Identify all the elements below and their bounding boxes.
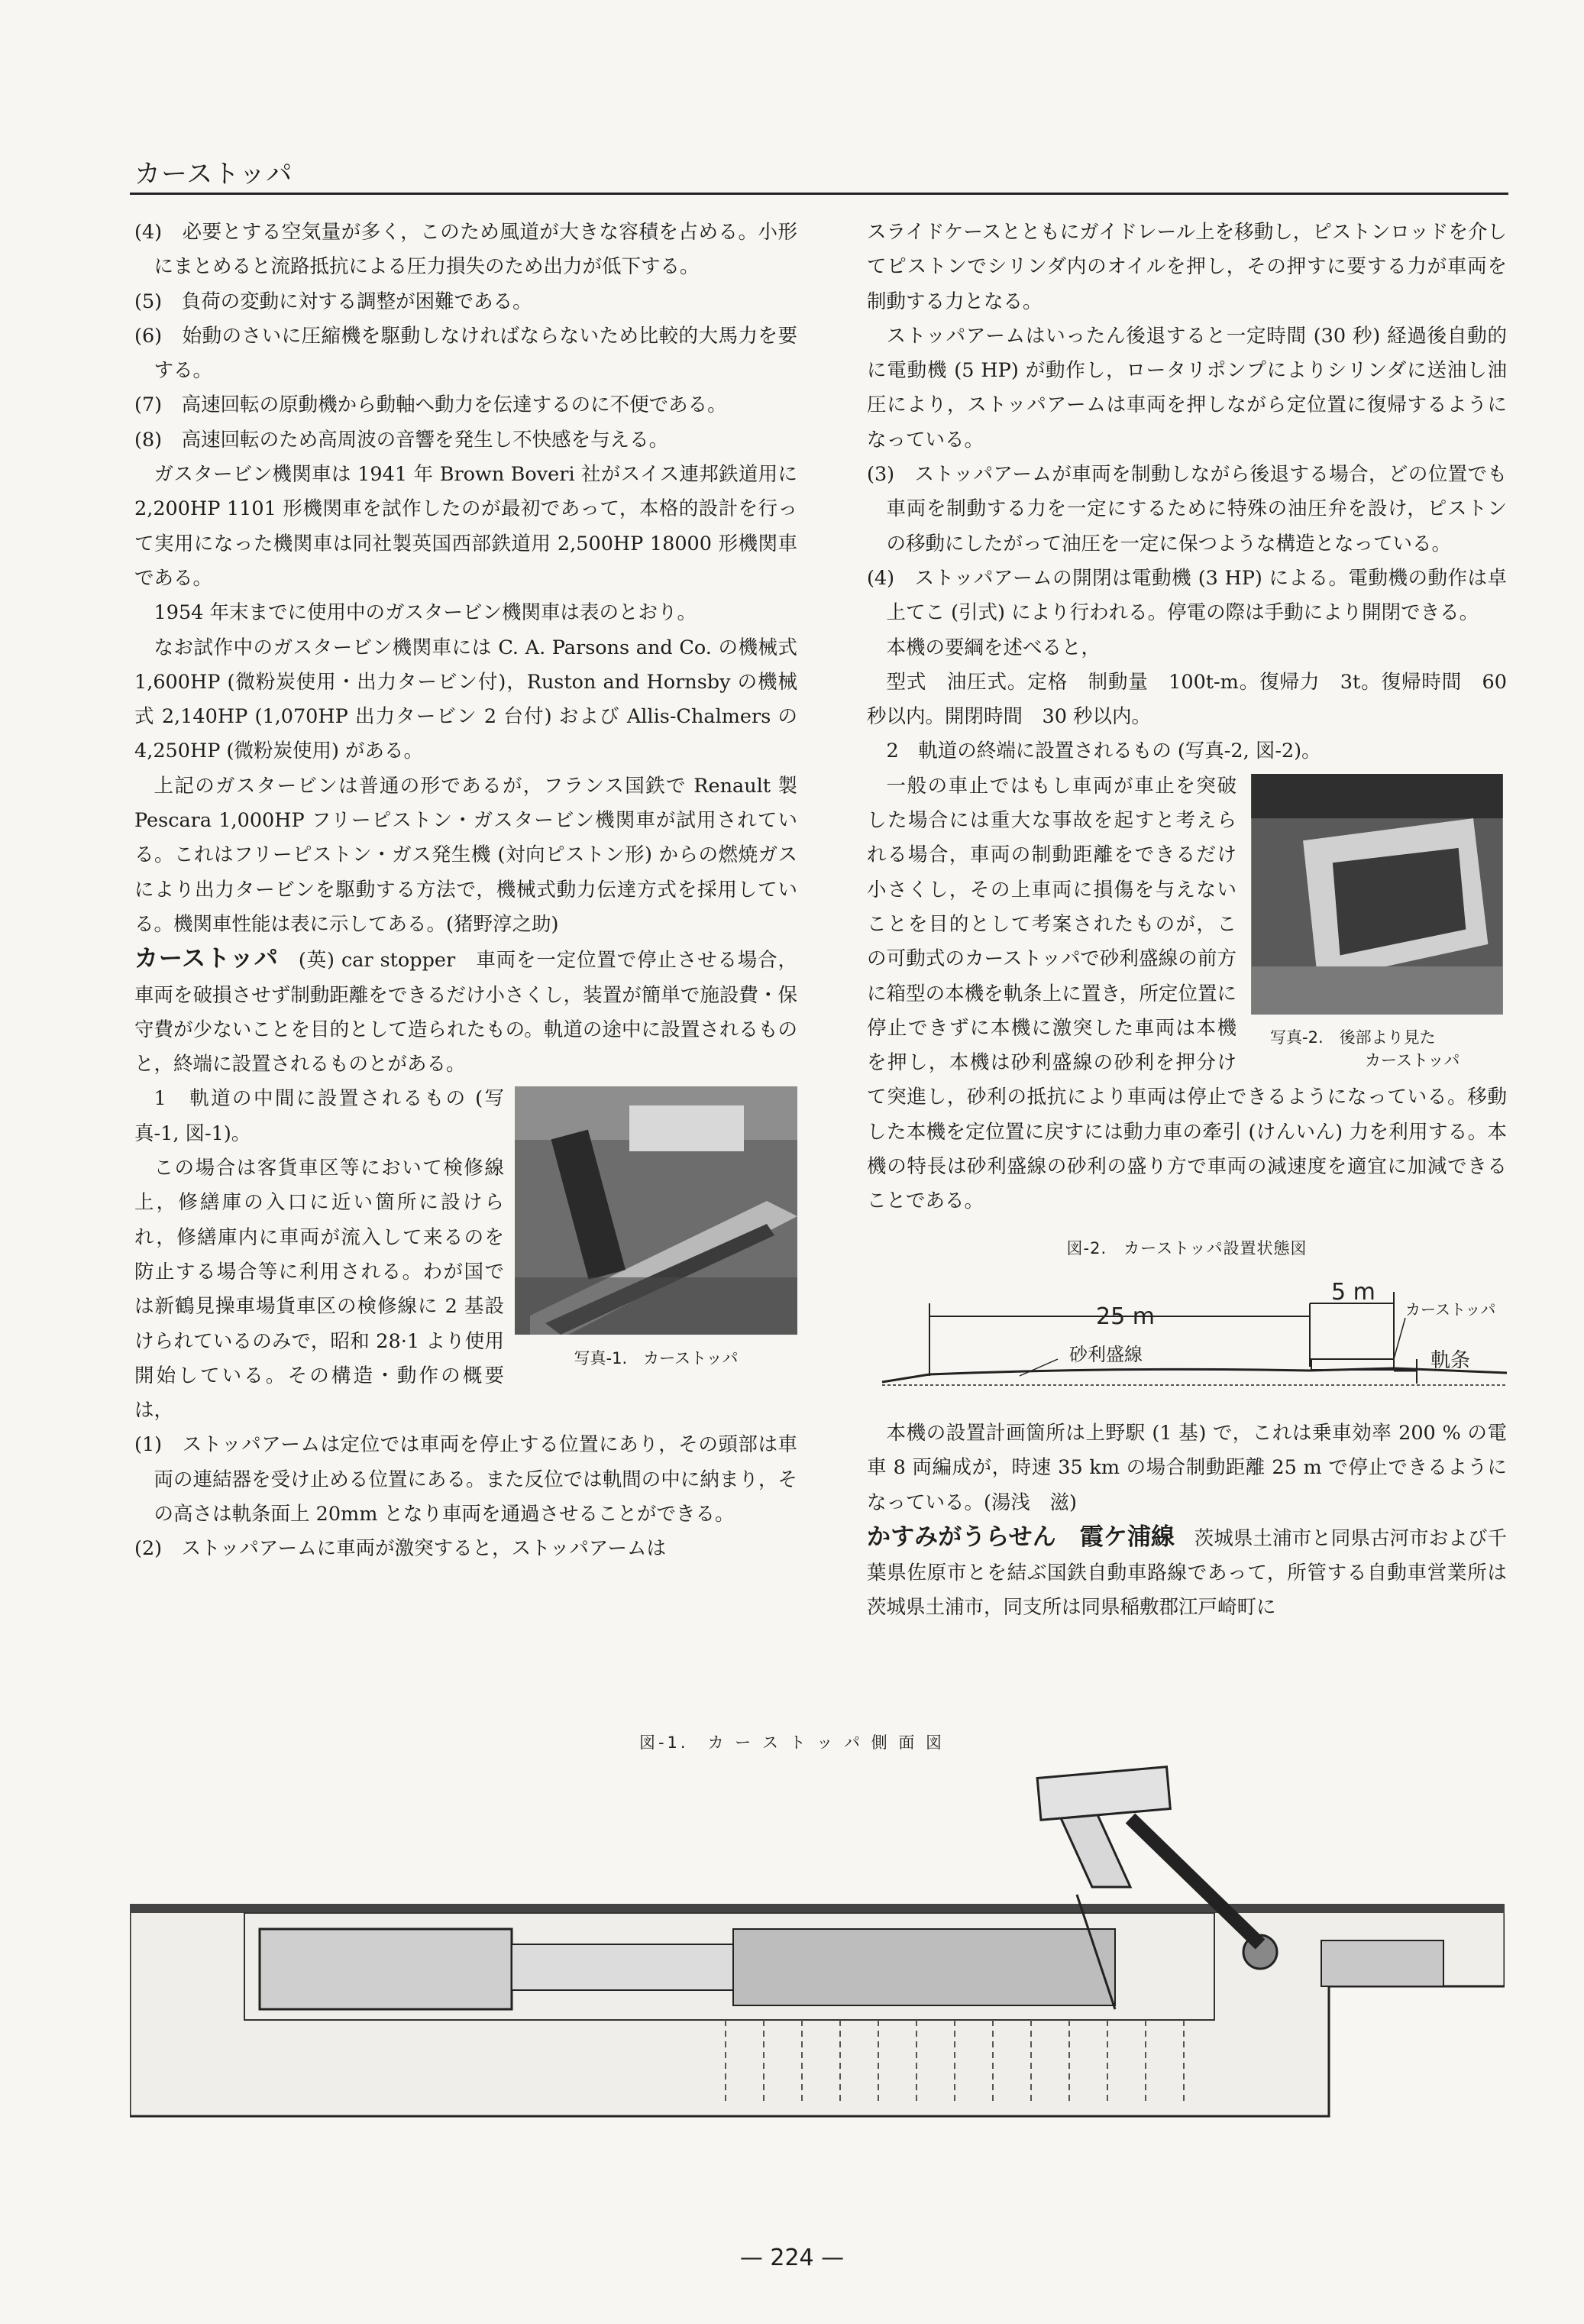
- section-heading: 1 軌道の中間に設置されるもの (写真-1, 図-1)。: [134, 1087, 504, 1145]
- list-item: (8) 高速回転のため高周波の音響を発生し不快感を与える。: [134, 428, 669, 452]
- figure-1-caption: 図-1. カ ー ス ト ッ パ 側 面 図: [638, 1733, 945, 1752]
- left-column: [134, 215, 797, 1567]
- label-gravel: 砂利盛線: [1069, 1343, 1143, 1365]
- entry-headword: カーストッパ: [134, 945, 279, 973]
- figure-2-diagram: [867, 1269, 1507, 1403]
- dimension-5m: 5 m: [1331, 1278, 1375, 1306]
- label-car-stopper: カーストッパ: [1405, 1300, 1496, 1319]
- list-item: (7) 高速回転の原動機から動軸へ動力を伝達するのに不便である。: [134, 393, 727, 417]
- paragraph: 型式 油圧式。定格 制動量 100t-m。復帰力 3t。復帰時間 60 秒以内。開閉時間 30 秒以内。: [867, 670, 1507, 729]
- photo-2: [1247, 774, 1507, 1072]
- paragraph: 上記のガスタービンは普通の形であるが，フランス国鉄で Renault 製 Pescara 1,000HP フリーピストン・ガスタービン機関車が試用されている。これはフリーピストン・ガス発生機 (対向ピストン形) からの燃焼ガスにより出力タービンを駆動する方法で，機械式動力伝達方式を採用している。機関車性能は表に示してある。(猪野淳之助): [134, 774, 797, 936]
- photo-1-caption: 写真-1. カーストッパ: [574, 1348, 739, 1368]
- photo-1-image: [515, 1086, 797, 1335]
- list-item: (1) ストッパアームは定位では車両を停止する位置にあり，その頭部は車両の連結器を受け止める位置にある。また反位では軌間の中に納まり，その高さは軌条面上 20mm となり車両を通過させることができる。: [134, 1433, 797, 1526]
- dictionary-entry: [867, 1520, 1507, 1626]
- list-item: (3) ストッパアームが車両を制動しながら後退する場合，どの位置でも車両を制動する力を一定にするために特殊の油圧弁を設け，ピストンの移動にしたがって油圧を一定に保つような構造となっている。: [867, 463, 1507, 555]
- list-item: (4) ストッパアームの開閉は電動機 (3 HP) による。電動機の動作は卓上てこ (引式) により行われる。停電の際は手動により開閉できる。: [867, 566, 1507, 625]
- photo-2-image: [1247, 774, 1507, 1015]
- list-item: (2) ストッパアームに車両が激突すると，ストッパアームは: [134, 1537, 667, 1561]
- figure-1-diagram: [130, 1757, 1505, 2124]
- entry-text: (英) car stopper 車両を一定位置で停止させる場合，車両を破損させず制動距離をできるだけ小さくし，装置が簡単で施設費・保守費が少ないことを目的として造られたもの。軌道の途中に設置されるものと，終端に設置されるものとがある。: [134, 949, 797, 1076]
- paragraph: スライドケースとともにガイドレール上を移動し，ピストンロッドを介してピストンでシリンダ内のオイルを押し，その押すに要する力が車両を制動する力となる。: [867, 221, 1507, 313]
- paragraph: 本機の要綱を述べると，: [886, 636, 1101, 659]
- label-rail: 軌条: [1430, 1348, 1471, 1372]
- paragraph: ガスタービン機関車は 1941 年 Brown Boveri 社がスイス連邦鉄道用に 2,200HP 1101 形機関車を試作したのが最初であって，本格的設計を行って実用になった機関車は同社製英国西部鉄道用 2,500HP 18000 形機関車である。: [134, 463, 797, 590]
- list-item: (5) 負荷の変動に対する調整が困難である。: [134, 290, 532, 313]
- entry-headword: かすみがうらせん 霞ケ浦線: [867, 1523, 1175, 1551]
- dictionary-entry: [134, 942, 797, 1082]
- paragraph: ストッパアームはいったん後退すると一定時間 (30 秒) 経過後自動的に電動機 (5 HP) が動作し，ロータリポンプによりシリンダに送油し油圧により，ストッパアームは車両を押しながら定位置に復帰するようになっている。: [867, 324, 1507, 452]
- entry-text: 茨城県土浦市と同県古河市および千葉県佐原市とを結ぶ国鉄自動車路線であって，所管する自動車営業所は茨城県土浦市，同支所は同県稲敷郡江戸崎町に: [867, 1526, 1507, 1620]
- dimension-25m: 25 m: [1096, 1303, 1155, 1330]
- figure-2-caption: 図-2. カーストッパ設置状態図: [1066, 1238, 1308, 1257]
- photo-1: [515, 1086, 797, 1369]
- paragraph: 1954 年末までに使用中のガスタービン機関車は表のとおり。: [154, 601, 697, 625]
- list-item: (6) 始動のさいに圧縮機を駆動しなければならないため比較的大馬力を要する。: [134, 324, 797, 383]
- photo-2-caption-line: 写真-2. 後部より見た: [1270, 1028, 1436, 1047]
- page-number: — 224 —: [739, 2245, 845, 2271]
- photo-2-caption-line: カーストッパ: [1365, 1051, 1460, 1070]
- section-heading: 2 軌道の終端に設置されるもの (写真-2, 図-2)。: [886, 740, 1321, 763]
- paragraph: なお試作中のガスタービン機関車には C. A. Parsons and Co. の機械式 1,600HP (微粉炭使用・出力タービン付)，Ruston and Hornsby の機械式 2,140HP (1,070HP 出力タービン 2 台付) および Allis-Chalmers の 4,250HP (微粉炭使用) がある。: [134, 636, 797, 763]
- running-header: カーストッパ: [134, 159, 293, 189]
- right-column: [867, 215, 1507, 1626]
- paragraph: 一般の車止ではもし車両が車止を突破した場合には重大な事故を起すと考えられる場合，車両の制動距離をできるだけ小さくし，その上車両に損傷を与えないことを目的として考案されたものが，この可動式のカーストッパで砂利盛線の前方に箱型の本機を軌条上に置き，所定位置に停止できずに本機に激突した車両は本機を押し，本機は砂利盛線の砂利を押分けて突進し，砂利の抵抗により車両は停止できるようになっている。移動した本機を定位置に戻すには動力車の牽引 (けんいん) 力を利用する。本機の特長は砂利盛線の砂利の盛り方で車両の減速度を適宜に加減できることである。: [867, 774, 1507, 1213]
- list-item: (4) 必要とする空気量が多く，このため風道が大きな容積を占める。小形にまとめると流路抵抗による圧力損失のため出力が低下する。: [134, 221, 797, 279]
- header-rule: [130, 193, 1508, 195]
- paragraph: この場合は客貨車区等において検修線上，修繕庫の入口に近い箇所に設けられ，修繕庫内に車両が流入して来るのを防止する場合等に利用される。わが国では新鶴見操車場貨車区の検修線に 2 基設けられているのみで，昭和 28·1 より使用開始している。その構造・動作の概要は，: [134, 1157, 504, 1423]
- photo-2-caption: [1247, 1026, 1507, 1072]
- paragraph: 本機の設置計画箇所は上野駅 (1 基) で，これは乗車効率 200 % の電車 8 両編成が，時速 35 km の場合制動距離 25 m で停止できるようになっている。(湯浅 滋): [867, 1421, 1507, 1514]
